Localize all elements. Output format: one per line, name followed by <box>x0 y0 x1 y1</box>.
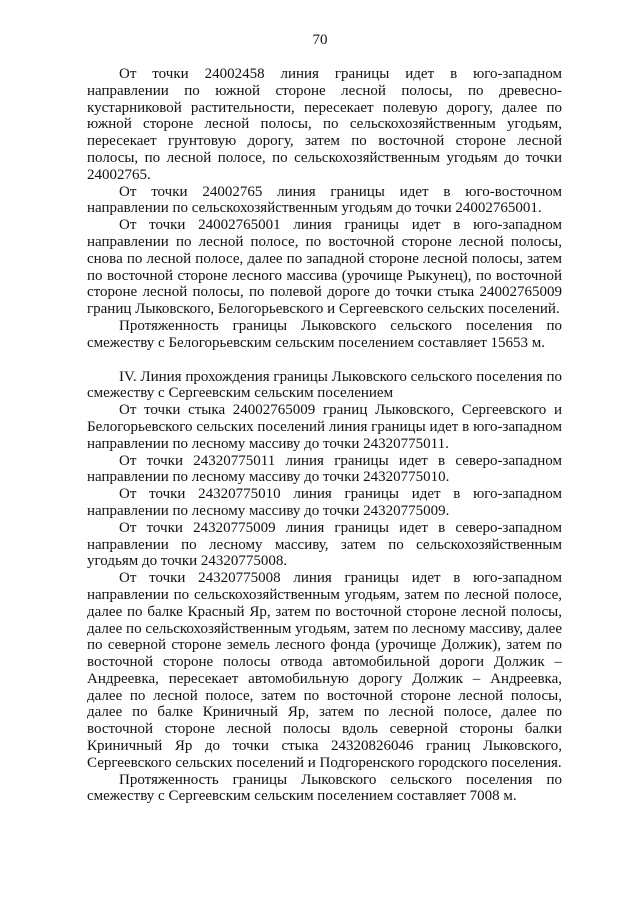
paragraph: От точки стыка 24002765009 границ Лыковского, Сергеевского и Белогорьевского сельских поселений линия границы идет в юго-западном направлении по лесному массиву до точки 24320775011. <box>87 402 562 452</box>
paragraph: От точки 24002458 линия границы идет в юго-западном направлении по южной стороне лесной полосы, по древесно-кустарниковой растительности, пересекает полевую дорогу, далее по южной стороне лесной полосы, по сельскохозяйственным угодьям, пересекает грунтовую дорогу, затем по восточной стороне лесной полосы, по лесной полосе, по сельскохозяйственным угодьям до точки 24002765. <box>87 66 562 183</box>
length-summary-paragraph: Протяженность границы Лыковского сельского поселения по смежеству с Сергеевским сельским поселением составляет 7008 м. <box>87 771 562 805</box>
section-heading: IV. Линия прохождения границы Лыковского сельского поселения по смежеству с Сергеевским сельским поселением <box>87 368 562 402</box>
paragraph: От точки 24002765 линия границы идет в юго-восточном направлении по сельскохозяйственным угодьям до точки 24002765001. <box>87 183 562 217</box>
page-number: 70 <box>312 32 328 48</box>
paragraph: От точки 24320775008 линия границы идет в юго-западном направлении по сельскохозяйственным угодьям, затем по лесной полосе, далее по балке Красный Яр, затем по восточной стороне лесной полосы, далее по сельскохозяйственным угодьям, затем по лесному массиву, далее по северной стороне земель лесного фонда (урочище Должик), затем по восточной стороне полосы отвода автомобильной дороги Должик – Андреевка, пересекает автомобильную дорогу Должик – Андреевка, далее по лесной полосе, затем по восточной стороне лесной полосы, далее по балке Криничный Яр, затем по лесной полосе, далее по восточной стороне лесной полосы вдоль северной стороны балки Криничный Яр до точки стыка 24320826046 границ Лыковского, Сергеевского сельских поселений и Подгоренского городского поселения. <box>87 570 562 771</box>
paragraph: От точки 24320775010 линия границы идет в юго-западном направлении по лесному массиву до точки 24320775009. <box>87 486 562 519</box>
paragraph: От точки 24320775011 линия границы идет в северо-западном направлении по лесному массиву до точки 24320775010. <box>87 452 562 486</box>
length-summary-paragraph: Протяженность границы Лыковского сельского поселения по смежеству с Белогорьевским сельским поселением составляет 15653 м. <box>87 317 562 351</box>
paragraph: От точки 24002765001 линия границы идет в юго-западном направлении по лесной полосе, по восточной стороне лесной полосы, снова по лесной полосе, далее по западной стороне лесной полосы, затем по восточной стороне лесного массива (урочище Рыкунец), по восточной стороне лесной полосы, по полевой дороге до точки стыка 24002765009 границ Лыковского, Белогорьевского и Сергеевского сельских поселений. <box>87 217 562 318</box>
paragraph: От точки 24320775009 линия границы идет в северо-западном направлении по лесному массиву, затем по сельскохозяйственным угодьям до точки 24320775008. <box>87 519 562 570</box>
section-spacer <box>87 352 562 369</box>
document-body <box>87 66 562 805</box>
